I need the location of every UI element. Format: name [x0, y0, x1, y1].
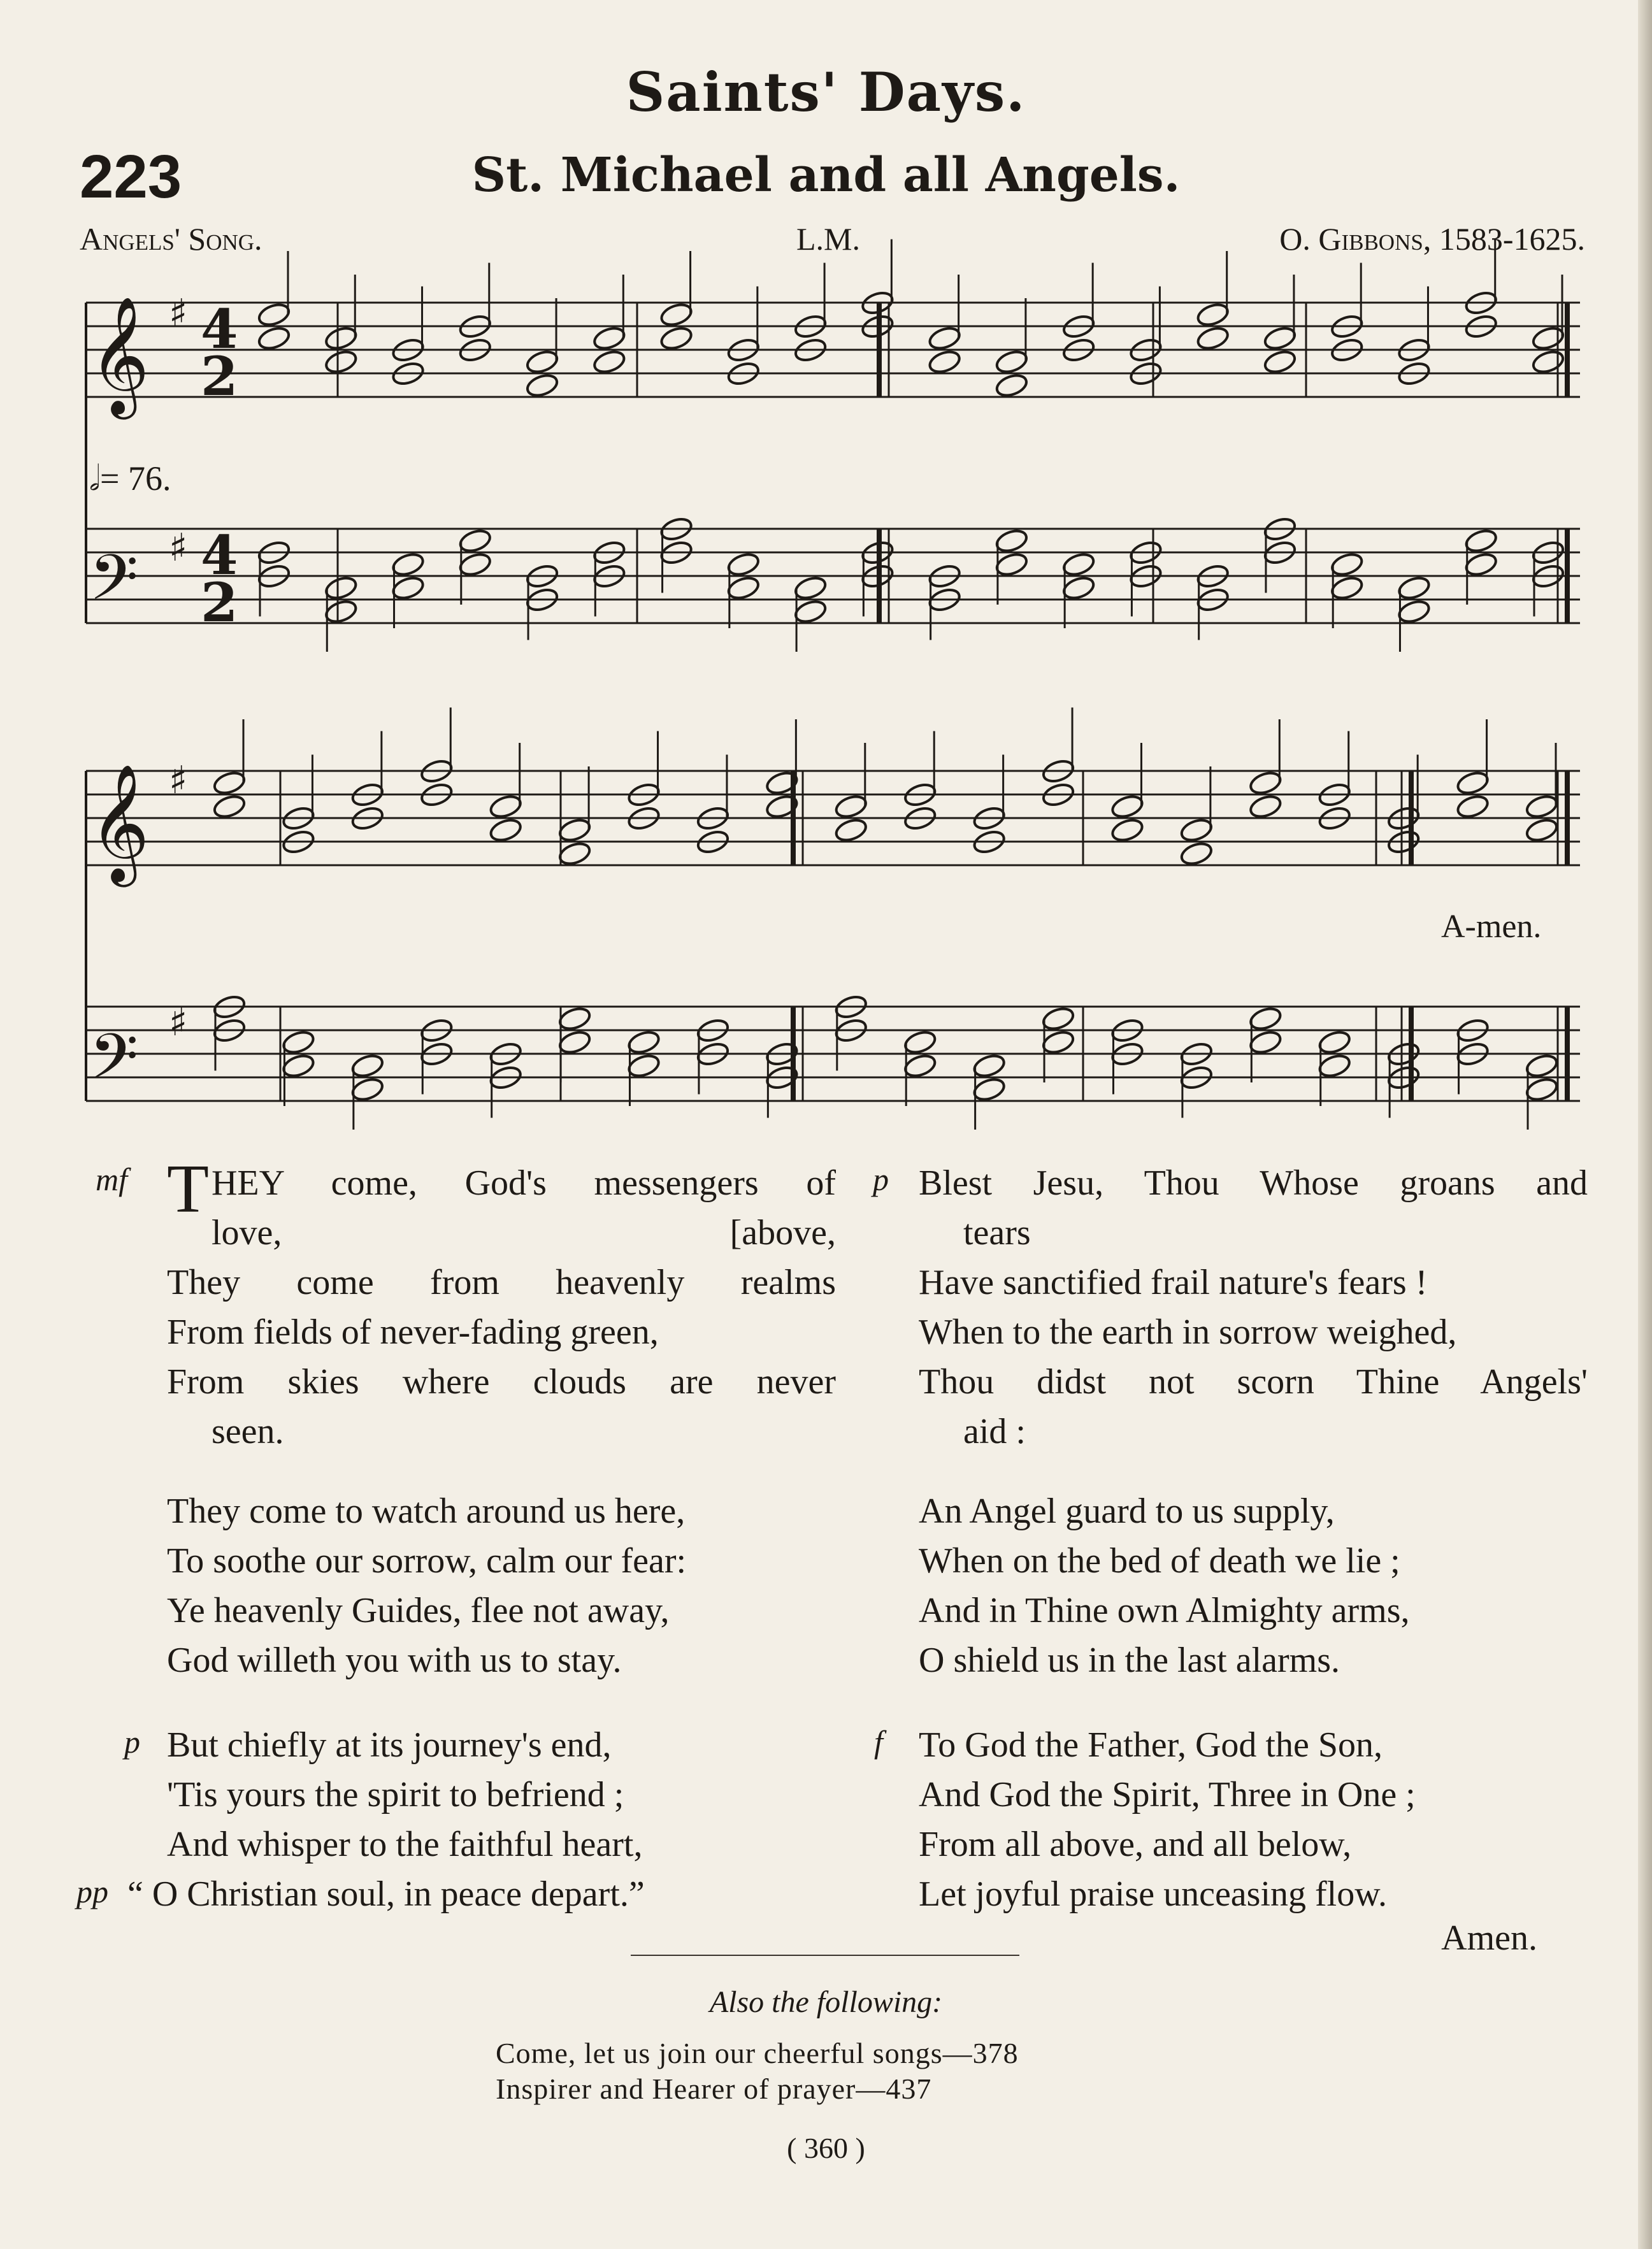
notehead: [726, 551, 761, 578]
notehead: [457, 528, 492, 555]
staff-bass-1: [86, 529, 1580, 623]
stanza-2: [167, 1486, 836, 1685]
stanza-line: O shield us in the last alarms.: [919, 1641, 1340, 1680]
stanza-line: aid :: [963, 1412, 1026, 1451]
stanza-line: And God the Spirit, Three in One ;: [919, 1775, 1416, 1814]
notehead: [995, 528, 1030, 555]
notehead: [1531, 325, 1566, 352]
notehead: [457, 551, 492, 578]
composer-name: O. Gibbons,: [1279, 221, 1432, 257]
stanza-3: [127, 1720, 836, 1919]
time-signature-bottom: 2: [201, 571, 238, 634]
bass-clef-icon: 𝄢: [89, 542, 139, 630]
notehead: [592, 348, 627, 376]
stanza-line: To God the Father, God the Son,: [919, 1725, 1383, 1765]
notehead: [626, 1029, 661, 1056]
composer-dates: 1583-1625.: [1439, 221, 1585, 257]
also-heading: Also the following:: [709, 1985, 943, 2019]
amen: Amen.: [1441, 1918, 1537, 1958]
also-item: Inspirer and Hearer of prayer—437: [496, 2073, 932, 2105]
dynamic-f: f: [874, 1724, 883, 1760]
notehead: [1397, 575, 1432, 602]
notehead: [1041, 1005, 1076, 1033]
notehead: [1317, 1029, 1352, 1056]
stanza-line: To soothe our sorrow, calm our fear:: [167, 1541, 687, 1581]
notehead: [1317, 1053, 1352, 1080]
notehead: [212, 770, 247, 797]
stanza-line: Have sanctified frail nature's fears !: [919, 1263, 1428, 1302]
notehead: [1463, 551, 1498, 578]
also-item: Come, let us join our cheerful songs—378: [496, 2037, 1019, 2069]
stanza-4: [919, 1158, 1588, 1456]
notehead: [1531, 348, 1566, 376]
notehead: [626, 1053, 661, 1080]
notehead: [659, 301, 694, 329]
tune-name: Angels' Song.: [80, 221, 262, 257]
notehead: [324, 598, 359, 626]
stanza-line: When to the earth in sorrow weighed,: [919, 1312, 1457, 1352]
stanza-line: And whisper to the faithful heart,: [167, 1825, 643, 1864]
notehead: [833, 793, 868, 821]
tempo-marking: 𝅗𝅥= 76.: [89, 459, 171, 498]
notehead: [927, 348, 962, 376]
notehead: [391, 575, 426, 602]
stanza-line: And in Thine own Almighty arms,: [919, 1591, 1410, 1630]
notehead: [726, 575, 761, 602]
notehead: [391, 551, 426, 578]
bass-clef-icon: 𝄢: [89, 1021, 139, 1109]
notehead: [488, 793, 523, 821]
notehead: [1455, 770, 1490, 797]
notehead: [1397, 598, 1432, 626]
stanza-line: 'Tis yours the spirit to befriend ;: [167, 1775, 624, 1814]
stanza-line: But chiefly at its journey's end,: [167, 1725, 612, 1765]
stanza-line: From fields of never-fading green,: [167, 1312, 659, 1352]
notehead: [1263, 325, 1298, 352]
stanza-line: love, [above,: [212, 1213, 836, 1253]
stanza-line: From all above, and all below,: [919, 1825, 1352, 1864]
notehead: [1041, 1029, 1076, 1056]
time-signature-bottom: 2: [201, 345, 238, 408]
staff-bass-2: [86, 1007, 1580, 1101]
dynamic-p: p: [873, 1161, 889, 1197]
notehead: [1195, 301, 1230, 329]
stanza-line: They come to watch around us here,: [167, 1491, 686, 1531]
notehead: [927, 325, 962, 352]
notehead: [1195, 325, 1230, 352]
sharp-icon: ♯: [169, 758, 188, 803]
stanza-6: [919, 1720, 1588, 1919]
notehead: [324, 348, 359, 376]
meter: L.M.: [796, 221, 860, 257]
stanza-line: When on the bed of death we lie ;: [919, 1541, 1400, 1581]
notehead: [350, 1053, 385, 1080]
notehead: [1330, 551, 1365, 578]
sharp-icon: ♯: [169, 526, 188, 570]
notehead: [1263, 348, 1298, 376]
divider: [631, 1955, 1019, 1956]
notehead: [525, 372, 560, 399]
hymn-title: St. Michael and all Angels.: [471, 148, 1181, 203]
notehead: [1525, 1076, 1560, 1103]
half-note-icon: 𝅗𝅥: [89, 459, 101, 498]
notehead: [324, 325, 359, 352]
notehead: [995, 372, 1030, 399]
notehead: [592, 325, 627, 352]
stanza-line: HEY come, God's messengers of: [211, 1163, 836, 1203]
drop-cap: T: [167, 1151, 209, 1227]
staff-treble-2: [86, 771, 1580, 865]
notehead: [1525, 1053, 1560, 1080]
notehead: [257, 325, 292, 352]
stanza-line: tears: [963, 1213, 1031, 1253]
notehead: [833, 817, 868, 844]
notehead: [1525, 817, 1560, 844]
stanza-line: They come from heavenly realms: [167, 1263, 836, 1302]
stanza-line: Blest Jesu, Thou Whose groans and: [919, 1163, 1588, 1203]
stanza-1: [167, 1151, 836, 1456]
notehead: [557, 817, 593, 844]
notehead: [281, 1029, 316, 1056]
notehead: [1455, 793, 1490, 821]
stanza-line: Let joyful praise unceasing flow.: [919, 1874, 1388, 1914]
sharp-icon: ♯: [169, 1000, 188, 1045]
stanza-line: God willeth you with us to stay.: [167, 1641, 622, 1680]
treble-clef-icon: 𝄞: [89, 763, 150, 882]
stanza-line: From skies where clouds are never: [167, 1362, 836, 1402]
notehead: [793, 575, 828, 602]
notehead: [281, 1053, 316, 1080]
notehead: [1110, 793, 1145, 821]
notehead: [903, 1053, 938, 1080]
notehead: [1330, 575, 1365, 602]
page-number: ( 360 ): [787, 2132, 865, 2164]
notehead: [525, 348, 560, 376]
hymn-number: 223: [80, 143, 182, 211]
notehead: [972, 1053, 1007, 1080]
notehead: [793, 598, 828, 626]
notehead: [1248, 793, 1283, 821]
notehead: [1248, 1005, 1283, 1033]
notehead: [557, 840, 593, 868]
notehead: [972, 1076, 1007, 1103]
bar-lines: [280, 303, 1567, 1101]
time-signature-top: 4: [201, 298, 238, 361]
notehead: [1179, 817, 1214, 844]
notehead: [557, 1005, 593, 1033]
section-title: Saints' Days.: [626, 61, 1026, 124]
dynamic-pp: pp: [76, 1874, 108, 1909]
notehead: [903, 1029, 938, 1056]
stanza-line: seen.: [212, 1412, 284, 1451]
stanza-line: Thou didst not scorn Thine Angels': [919, 1362, 1588, 1402]
time-signature-top: 4: [201, 524, 238, 587]
treble-clef-icon: 𝄞: [89, 295, 150, 414]
notehead: [1463, 528, 1498, 555]
notehead: [324, 575, 359, 602]
dynamic-p: p: [124, 1724, 140, 1760]
notehead: [1248, 1029, 1283, 1056]
notehead: [557, 1029, 593, 1056]
notehead: [257, 301, 292, 329]
stanza-line: “ O Christian soul, in peace depart.”: [127, 1874, 645, 1914]
notehead: [1061, 575, 1096, 602]
notehead: [1179, 840, 1214, 868]
stanza-5: [919, 1486, 1588, 1685]
notehead: [1248, 770, 1283, 797]
notehead: [659, 325, 694, 352]
notehead: [1525, 793, 1560, 821]
stanza-line: An Angel guard to us supply,: [919, 1491, 1335, 1531]
notehead: [212, 793, 247, 821]
music-amen: A-men.: [1441, 909, 1542, 945]
notehead: [488, 817, 523, 844]
notehead: [350, 1076, 385, 1103]
notehead: [995, 551, 1030, 578]
notehead: [1061, 551, 1096, 578]
notehead: [1110, 817, 1145, 844]
notehead: [995, 348, 1030, 376]
dynamic-mf: mf: [96, 1161, 127, 1197]
sharp-icon: ♯: [169, 291, 188, 336]
also-list: [496, 2036, 1019, 2107]
stanza-line: Ye heavenly Guides, flee not away,: [167, 1591, 670, 1630]
